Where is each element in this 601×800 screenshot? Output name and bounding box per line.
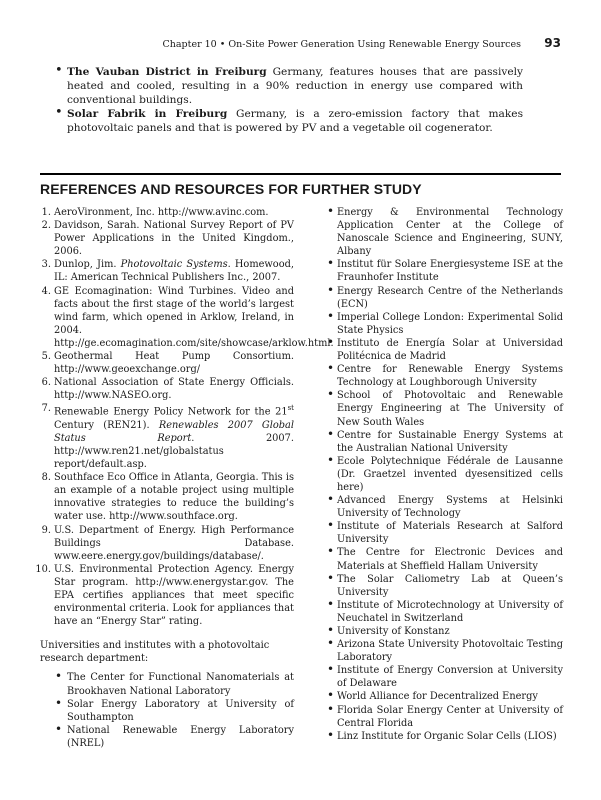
list-item: • Energy & Environmental Technology Application Center at the College of Nanoscale Science and Engineering, SUNY, Albany	[327, 206, 563, 258]
running-title: Chapter 10 • On-Site Power Generation Using Renewable Energy Sources	[162, 39, 521, 50]
list-item: • Florida Solar Energy Center at University of Central Florida	[327, 704, 563, 730]
list-item: • School of Photovoltaic and Renewable Energy Engineering at The University of New South Wales	[327, 389, 563, 428]
reference-text: . Homewood, IL: American Technical Publishers Inc., 2007.	[54, 259, 294, 284]
list-item: • The Solar Caliometry Lab at Queen’s University	[327, 573, 563, 599]
list-item: • The Centre for Electronic Devices and Materials at Sheffield Hallam University	[327, 546, 563, 572]
reference-item	[40, 350, 294, 376]
list-item: • Linz Institute for Organic Solar Cells (LIOS)	[327, 730, 563, 743]
bullet-bold-lead: Solar Fabrik in Freiburg	[67, 108, 228, 120]
list-item: • Institute of Materials Research at Salford University	[327, 520, 563, 546]
reference-text: Geothermal Heat Pump Consortium. http://www.geoexchange.org/	[54, 351, 294, 376]
case-study-bullets	[53, 65, 523, 135]
reference-list	[35, 206, 334, 628]
reference-item	[40, 402, 294, 471]
page-number: 93	[544, 36, 561, 50]
reference-number: 10.	[35, 563, 51, 575]
list-item: • Solar Energy Laboratory at University of Southampton	[40, 698, 294, 724]
list-item: • University of Konstanz	[327, 625, 563, 638]
left-column	[35, 206, 334, 750]
list-item	[53, 107, 523, 135]
reference-number: 9.	[41, 524, 51, 536]
section-title: REFERENCES AND RESOURCES FOR FURTHER STUDY	[40, 181, 422, 197]
reference-text: Century (REN21).	[54, 419, 159, 431]
reference-number: 7.	[41, 403, 51, 415]
reference-item	[40, 471, 294, 523]
reference-italic-title: Renewables 2007 Global Status Report	[54, 419, 294, 444]
running-header	[40, 36, 561, 52]
reference-number: 8.	[41, 472, 51, 484]
list-item: • Institut für Solare Energiesysteme ISE at the Fraunhofer Institute	[327, 258, 563, 284]
reference-item	[40, 285, 334, 350]
list-item: • Institute of Energy Conversion at University of Delaware	[327, 664, 563, 690]
reference-number: 6.	[41, 377, 51, 389]
reference-text: National Association of State Energy Officials. http://www.NASEO.org.	[54, 377, 294, 402]
bullet-text: Germany, is a zero-emission factory that makes photovoltaic panels and that is powered by PV and a vegetable oil cogenerator.	[67, 108, 524, 134]
section-divider	[40, 173, 561, 175]
reference-text: GE Ecomagination: Wind Turbines. Video and facts about the first stage of the world’s largest wind farm, which opened in Arklow, Ireland, in 2004. http://ge.ecomagination.com/site/showcase/arklow.html.	[54, 285, 334, 349]
bullet-text: Germany, features houses that are passively heated and cooled, resulting in a 90% reduction in energy use compared with conventional buildings.	[67, 66, 523, 106]
reference-text: . 2007. http://www.ren21.net/globalstatus report/default.asp.	[54, 432, 294, 471]
list-item: • Imperial College London: Experimental Solid State Physics	[327, 311, 563, 337]
reference-superscript: st	[287, 404, 294, 413]
right-column	[327, 206, 563, 743]
list-item: • Institute of Microtechnology at University of Neuchatel in Switzerland	[327, 599, 563, 625]
reference-number: 1.	[41, 207, 51, 218]
list-item: • Advanced Energy Systems at Helsinki University of Technology	[327, 494, 563, 520]
universities-list-left	[40, 671, 294, 750]
reference-text: U.S. Environmental Protection Agency. Energy Star program. http://www.energystar.gov. The EPA certifies appliances that meet specific environmental criteria. Look for appliances that have an “Energy Star” rating.	[54, 563, 294, 628]
reference-text: Davidson, Sarah. National Survey Report of PV Power Applications in the United Kingdom., 2006.	[54, 220, 294, 258]
reference-item	[40, 206, 294, 219]
reference-text: U.S. Department of Energy. High Performance Buildings Database. www.eere.energy.gov/buildings/database/.	[54, 524, 294, 562]
reference-text: AeroVironment, Inc. http://www.avinc.com.	[54, 207, 269, 218]
list-item	[53, 65, 523, 107]
reference-italic-title: Photovoltaic Systems	[120, 259, 228, 271]
reference-text: Southface Eco Office in Atlanta, Georgia. This is an example of a notable project using multiple innovative strategies to reduce the building’s water use. http://www.southface.org.	[54, 472, 294, 523]
reference-item	[40, 258, 294, 284]
list-item: • Ecole Polytechnique Fédérale de Lausanne (Dr. Graetzel invented dyesensitized cells here)	[327, 455, 563, 494]
reference-number: 5.	[41, 351, 51, 363]
reference-text: Dunlop, Jim.	[54, 259, 121, 271]
reference-number: 4.	[41, 285, 51, 297]
list-item: • Energy Research Centre of the Netherlands (ECN)	[327, 285, 563, 311]
list-item: • National Renewable Energy Laboratory (NREL)	[40, 724, 294, 750]
reference-number: 2.	[41, 220, 51, 232]
reference-item	[40, 524, 294, 563]
reference-item	[40, 219, 294, 258]
list-item: • The Center for Functional Nanomaterials at Brookhaven National Laboratory	[40, 671, 294, 697]
list-item: • Centre for Sustainable Energy Systems at the Australian National University	[327, 429, 563, 455]
reference-text: Renewable Energy Policy Network for the 21	[54, 406, 288, 418]
reference-item	[40, 376, 294, 402]
list-item: • Centre for Renewable Energy Systems Technology at Loughborough University	[327, 363, 563, 389]
list-item: • World Alliance for Decentralized Energy	[327, 690, 563, 703]
universities-intro: Universities and institutes with a photovoltaic research department:	[40, 640, 270, 665]
reference-item	[35, 563, 294, 628]
bullet-bold-lead: The Vauban District in Freiburg	[67, 66, 267, 78]
list-item: • Instituto de Energía Solar at Universidad Politécnica de Madrid	[327, 337, 563, 363]
reference-number: 3.	[41, 259, 51, 271]
universities-list-right	[327, 206, 563, 743]
list-item: • Arizona State University Photovoltaic Testing Laboratory	[327, 638, 563, 664]
